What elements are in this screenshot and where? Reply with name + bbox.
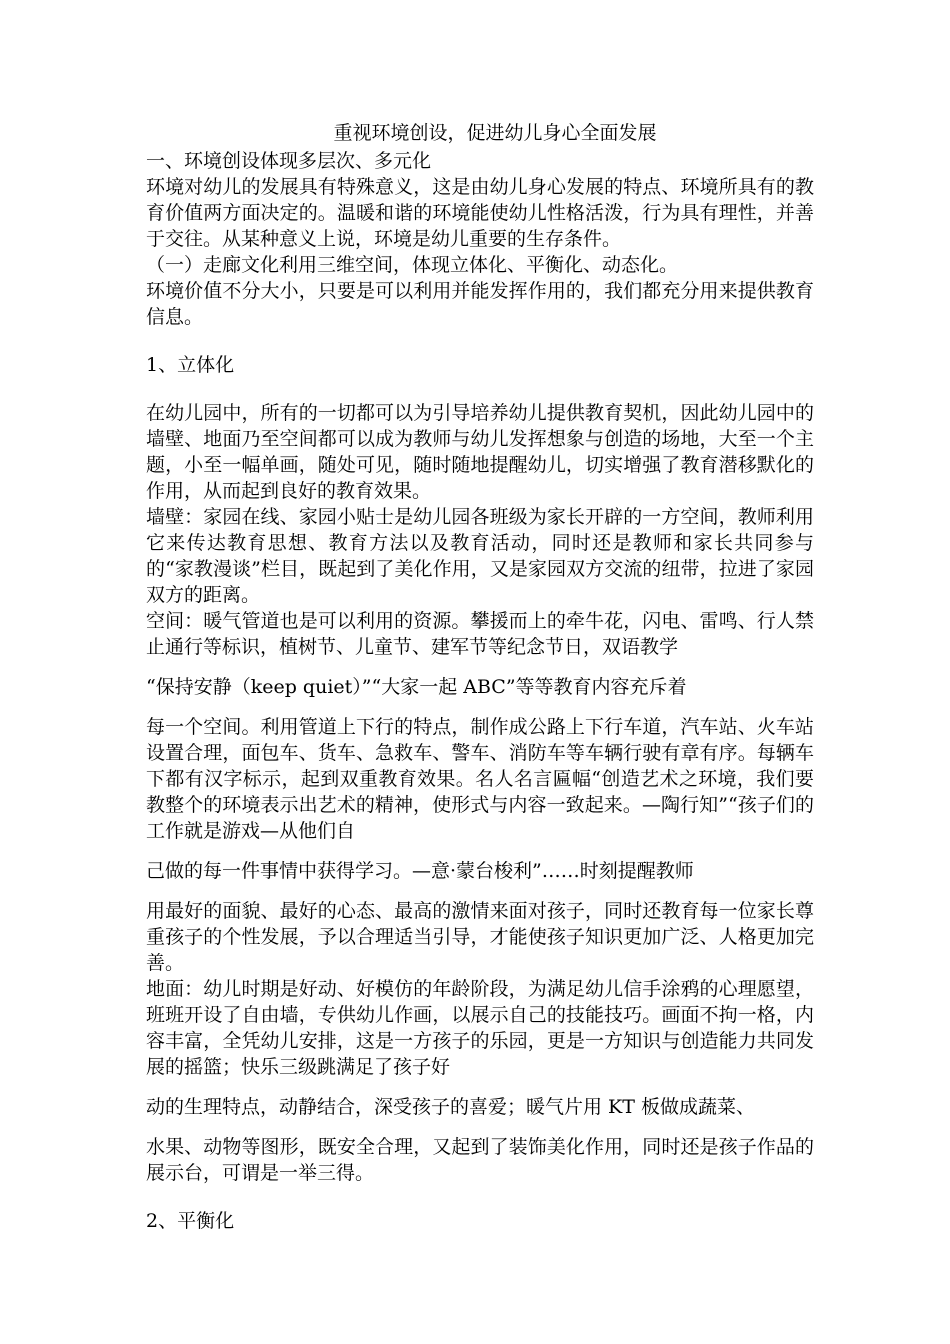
wall-paragraph: 墙壁：家园在线、家园小贴士是幼儿园各班级为家长开辟的一方空间，教师利用它来传达教育思想、教育方法以及教育活动，同时还是教师和家长共同参与的“家教漫谈”栏目，既起到了美化作用，又是家园双方交流的纽带，拉进了家园双方的距离。 <box>146 506 814 606</box>
ground-paragraph-part-2: 动的生理特点，动静结合，深受孩子的喜爱；暖气片用 KT 板做成蔬菜、 <box>146 1096 755 1118</box>
subsection-heading: （一）走廊文化利用三维空间，体现立体化、平衡化、动态化。 <box>146 254 679 276</box>
point-heading-1: 1、立体化 <box>146 354 235 376</box>
space-paragraph-part-4: 己做的每一件事情中获得学习。—意·蒙台梭利”……时刻提醒教师 <box>146 860 694 882</box>
subsection-paragraph: 环境价值不分大小，只要是可以利用并能发挥作用的，我们都充分用来提供教育信息。 <box>146 280 814 328</box>
space-paragraph-part-1: 空间：暖气管道也是可以利用的资源。攀援而上的牵牛花，闪电、雷鸣、行人禁止通行等标识，植树节、儿童节、建军节等纪念节日，双语教学 <box>146 610 814 658</box>
point-paragraph-1: 在幼儿园中，所有的一切都可以为引导培养幼儿提供教育契机，因此幼儿园中的墙壁、地面乃至空间都可以成为教师与幼儿发挥想象与创造的场地，大至一个主题，小至一幅单画，随处可见，随时随地提醒幼儿，切实增强了教育潜移默化的作用，从而起到良好的教育效果。 <box>146 402 814 502</box>
ground-paragraph-part-1: 地面：幼儿时期是好动、好模仿的年龄阶段，为满足幼儿信手涂鸦的心理愿望，班班开设了自由墙，专供幼儿作画，以展示自己的技能技巧。画面不拘一格，内容丰富，全凭幼儿安排，这是一方孩子的乐园，更是一方知识与创造能力共同发展的摇篮；快乐三级跳满足了孩子好 <box>146 978 814 1078</box>
document-page <box>146 119 814 1234</box>
space-paragraph-part-2: “保持安静（keep quiet）”“大家一起 ABC”等等教育内容充斥着 <box>146 676 687 698</box>
document-title: 重视环境创设，促进幼儿身心全面发展 <box>333 122 657 144</box>
intro-paragraph: 环境对幼儿的发展具有特殊意义，这是由幼儿身心发展的特点、环境所具有的教育价值两方面决定的。温暖和谐的环境能使幼儿性格活泼，行为具有理性，并善于交往。从某种意义上说，环境是幼儿重要的生存条件。 <box>146 176 814 250</box>
ground-paragraph-part-3: 水果、动物等图形，既安全合理，又起到了装饰美化作用，同时还是孩子作品的展示台，可谓是一举三得。 <box>146 1136 814 1184</box>
space-paragraph-part-5: 用最好的面貌、最好的心态、最高的激情来面对孩子，同时还教育每一位家长尊重孩子的个性发展，予以合理适当引导，才能使孩子知识更加广泛、人格更加完善。 <box>146 900 814 974</box>
point-heading-2: 2、平衡化 <box>146 1210 235 1232</box>
section-heading: 一、环境创设体现多层次、多元化 <box>146 150 432 172</box>
space-paragraph-part-3: 每一个空间。利用管道上下行的特点，制作成公路上下行车道，汽车站、火车站设置合理，面包车、货车、急救车、警车、消防车等车辆行驶有章有序。每辆车下都有汉字标示，起到双重教育效果。名人名言匾幅“创造艺术之环境，我们要教整个的环境表示出艺术的精神，使形式与内容一致起来。—陶行知”“孩子们的工作就是游戏—从他们自 <box>146 716 814 842</box>
